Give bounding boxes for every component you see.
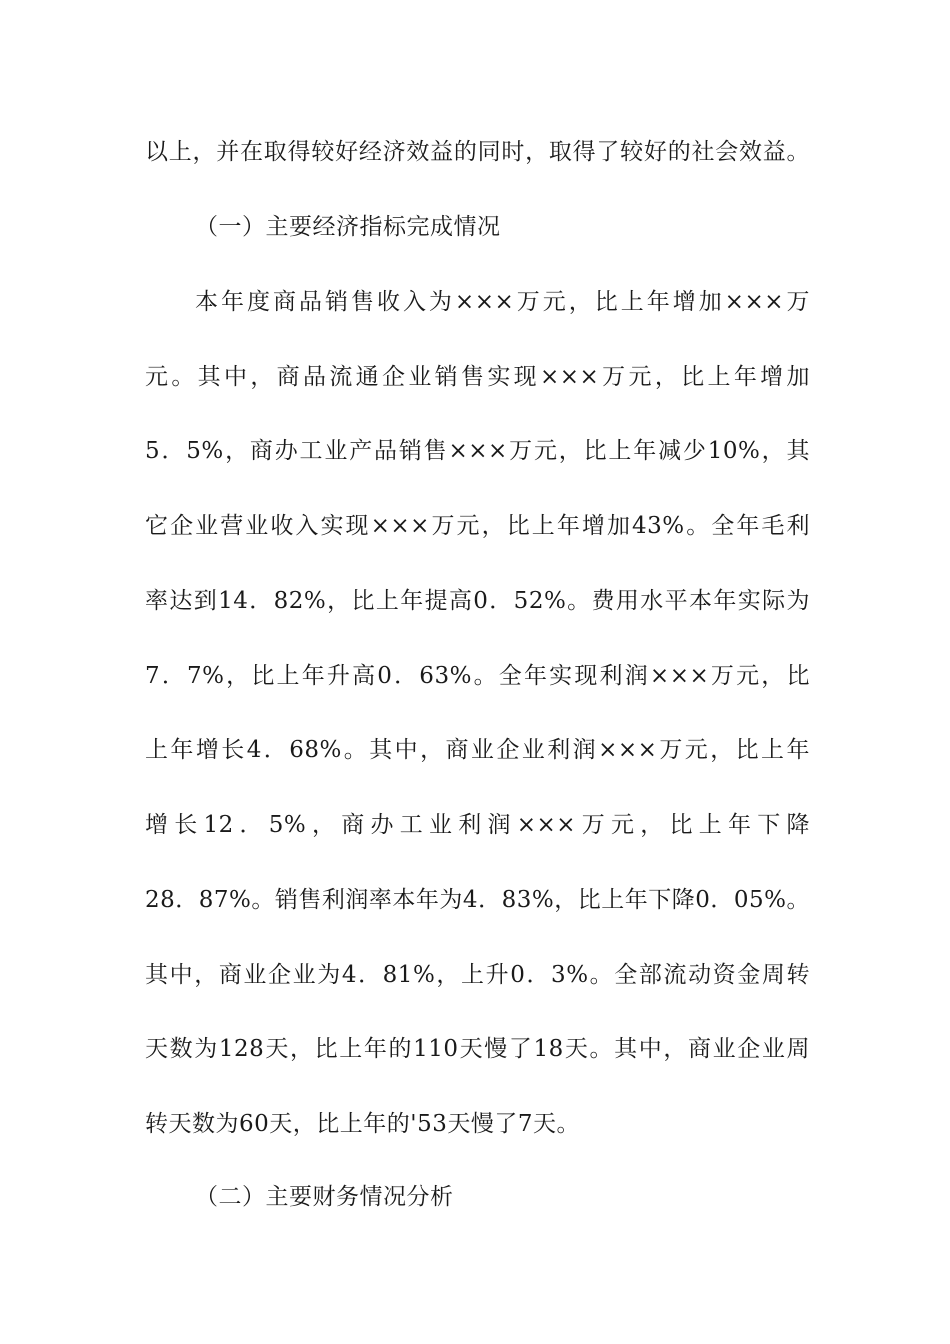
paragraph-line-12: 天数为128天，比上年的110天慢了18天。其中，商业企业周: [145, 1036, 810, 1062]
paragraph-line-13: 转天数为60天，比上年的'53天慢了7天。: [145, 1111, 580, 1137]
paragraph-line-9: 增长12．5%，商办工业利润×××万元，比上年下降: [145, 812, 810, 838]
paragraph-line-1: 以上，并在取得较好经济效益的同时，取得了较好的社会效益。: [145, 139, 810, 165]
paragraph-line-6: 率达到14．82%，比上年提高0．52%。费用水平本年实际为: [145, 588, 810, 614]
paragraph-line-5: 它企业营业收入实现×××万元，比上年增加43%。全年毛利: [145, 513, 810, 539]
paragraph-line-7: 7．7%，比上年升高0．63%。全年实现利润×××万元，比: [145, 663, 810, 689]
section-heading-2: （二）主要财务情况分析: [195, 1184, 454, 1210]
paragraph-line-11: 其中，商业企业为4．81%，上升0．3%。全部流动资金周转: [145, 962, 810, 988]
paragraph-line-2: 本年度商品销售收入为×××万元，比上年增加×××万: [195, 289, 810, 315]
section-heading-1: （一）主要经济指标完成情况: [195, 214, 501, 240]
paragraph-line-3: 元。其中，商品流通企业销售实现×××万元，比上年增加: [145, 364, 810, 390]
paragraph-line-10: 28．87%。销售利润率本年为4．83%，比上年下降0．05%。: [145, 887, 810, 913]
paragraph-line-8: 上年增长4．68%。其中，商业企业利润×××万元，比上年: [145, 737, 810, 763]
paragraph-line-4: 5．5%，商办工业产品销售×××万元，比上年减少10%，其: [145, 438, 810, 464]
